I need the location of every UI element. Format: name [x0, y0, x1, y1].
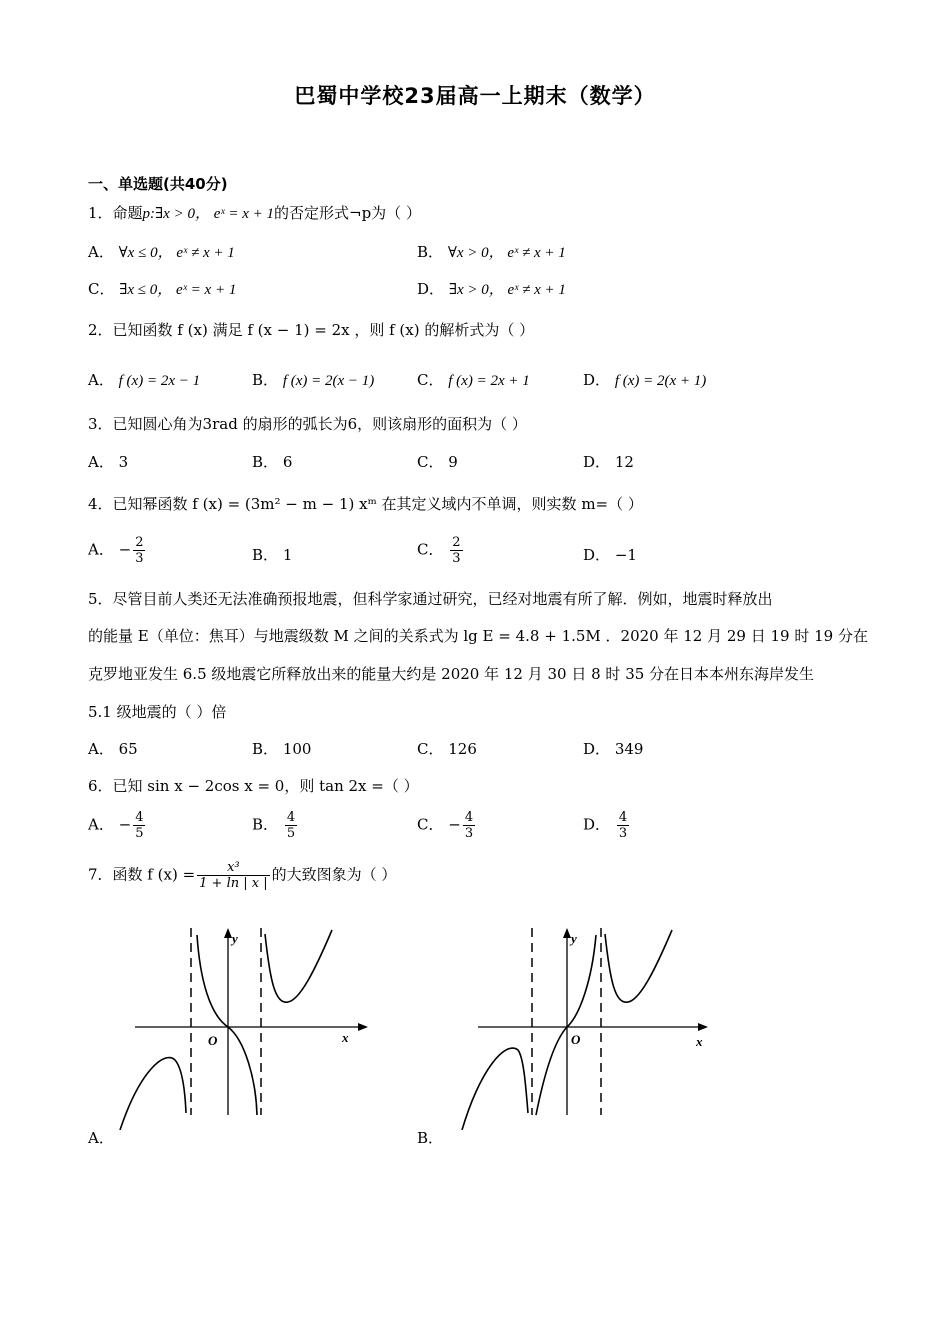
q4-stem: 4．已知幂函数 f (x) = (3m² − m − 1) xᵐ 在其定义域内不单调，则实数 m=（ ） [88, 495, 643, 513]
q3-option-a[interactable]: A． 3 [88, 453, 129, 471]
q5-line2: 的能量 E（单位：焦耳）与地震级数 M 之间的关系式为 lg E = 4.8 + 1.5M ．2020 年 12 月 29 日 19 时 19 分在 [88, 627, 868, 645]
q5-option-a[interactable]: A． 65 [88, 740, 138, 758]
q7-option-b-label[interactable]: B． [417, 1129, 444, 1147]
q6-option-a[interactable]: A． − $\frac{4}{5}$ [88, 810, 144, 841]
origin-label: O [571, 1032, 581, 1047]
y-axis-arrow [563, 928, 571, 938]
q4-option-b[interactable]: B． 1 [252, 546, 293, 564]
q6-option-b[interactable]: B． $\frac{4}{5}$ [252, 810, 296, 841]
q3-option-d[interactable]: D． 12 [583, 453, 634, 471]
q3-stem: 3．已知圆心角为3rad 的扇形的弧长为6，则该扇形的面积为（ ） [88, 415, 527, 433]
q2-option-b[interactable]: B． f (x) = 2(x − 1) [252, 371, 375, 389]
q6-option-c[interactable]: C． − $\frac{4}{3}$ [417, 810, 474, 841]
q1-option-c[interactable]: C． ∃x ≤ 0， eˣ = x + 1 [88, 280, 237, 298]
graph-a[interactable] [110, 920, 380, 1130]
origin-label: O [208, 1033, 218, 1048]
q5-line3: 克罗地亚发生 6.5 级地震它所释放出来的能量大约是 2020 年 12 月 30 日 8 时 35 分在日本本州东海岸发生 [88, 665, 815, 683]
q7-stem: 7．函数 f (x) = $\frac{\text{x³}}{1 + \ln | x |}$ 的大致图象为（ ） [88, 860, 397, 891]
x-label: x [696, 1034, 703, 1049]
curve-middle [197, 935, 257, 1115]
y-label: y [232, 931, 238, 946]
x-axis-arrow [358, 1023, 368, 1031]
curve-left [462, 1048, 528, 1130]
graph-b[interactable] [450, 920, 720, 1130]
x-label: x [342, 1030, 349, 1045]
curve-right [265, 930, 332, 1002]
q3-option-c[interactable]: C． 9 [417, 453, 458, 471]
q2-option-d[interactable]: D． f (x) = 2(x + 1) [583, 371, 707, 389]
q6-option-d[interactable]: D． $\frac{4}{3}$ [583, 810, 628, 841]
q5-line4: 5.1 级地震的（ ）倍 [88, 703, 227, 721]
page-title: 巴蜀中学校23届高一上期末（数学） [294, 84, 656, 108]
q6-stem: 6．已知 sin x − 2cos x = 0，则 tan 2x =（ ） [88, 777, 419, 795]
q5-option-c[interactable]: C． 126 [417, 740, 477, 758]
q2-option-a[interactable]: A． f (x) = 2x − 1 [88, 371, 201, 389]
q3-option-b[interactable]: B． 6 [252, 453, 293, 471]
q4-option-c[interactable]: C． $\frac{2}{3}$ [417, 535, 461, 566]
q1-option-d[interactable]: D． ∃x > 0， eˣ ≠ x + 1 [417, 280, 566, 298]
q2-option-c[interactable]: C． f (x) = 2x + 1 [417, 371, 530, 389]
q5-line1: 5．尽管目前人类还无法准确预报地震，但科学家通过研究，已经对地震有所了解．例如，地震时释放出 [88, 590, 773, 608]
curve-middle [536, 935, 596, 1115]
y-label: y [571, 931, 577, 946]
q4-option-a[interactable]: A． − $\frac{2}{3}$ [88, 535, 144, 566]
q1-stem: 1．命题p:∃x > 0， eˣ = x + 1的否定形式¬p为（ ） [88, 204, 421, 222]
q4-option-d[interactable]: D． −1 [583, 546, 637, 564]
curve-left [120, 1058, 186, 1130]
q2-stem: 2．已知函数 f (x) 满足 f (x − 1) = 2x ，则 f (x) 的解析式为（ ） [88, 321, 535, 339]
q5-option-d[interactable]: D． 349 [583, 740, 644, 758]
curve-right [605, 930, 672, 1002]
y-axis-arrow [224, 928, 232, 938]
q7-option-a-label[interactable]: A． [88, 1129, 114, 1147]
q5-option-b[interactable]: B． 100 [252, 740, 312, 758]
q1-option-a[interactable]: A． ∀x ≤ 0， eˣ ≠ x + 1 [88, 243, 235, 261]
q1-option-b[interactable]: B． ∀x > 0， eˣ ≠ x + 1 [417, 243, 566, 261]
x-axis-arrow [698, 1023, 708, 1031]
section-heading: 一、单选题(共40分) [88, 175, 228, 193]
